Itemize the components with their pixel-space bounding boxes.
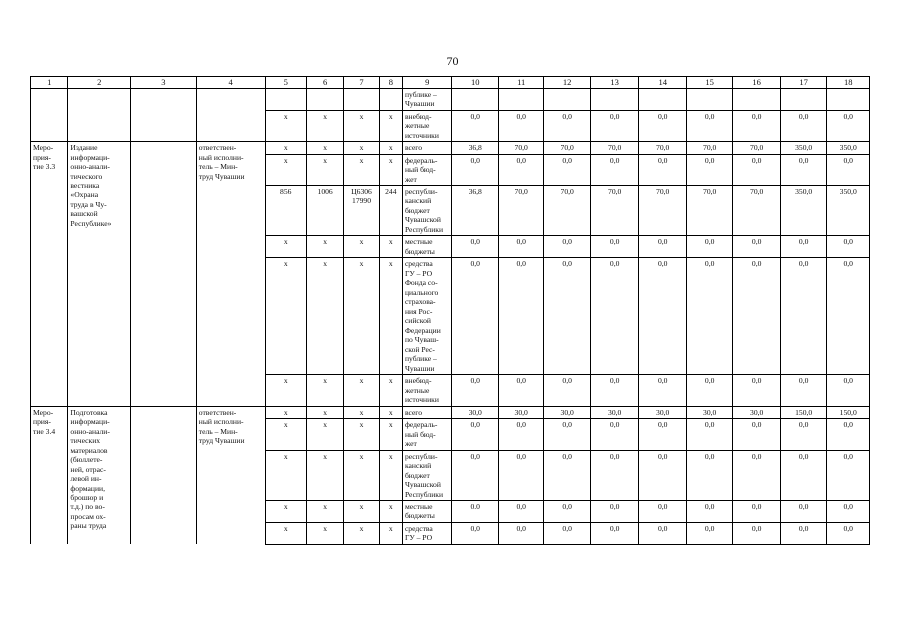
code-c8: x bbox=[379, 110, 402, 141]
column-number: 17 bbox=[780, 77, 826, 89]
column-number: 12 bbox=[544, 77, 590, 89]
source-cell: публике – Чувашии bbox=[402, 88, 452, 110]
value-cell bbox=[827, 88, 870, 110]
code-c5: 856 bbox=[265, 185, 306, 235]
code-c5: x bbox=[265, 501, 306, 523]
code-c7: x bbox=[344, 236, 379, 258]
code-c6: x bbox=[306, 258, 343, 375]
code-c8: x bbox=[379, 154, 402, 185]
value-cell: 70,0 bbox=[733, 142, 781, 154]
column-number: 7 bbox=[344, 77, 379, 89]
value-cell bbox=[452, 88, 498, 110]
value-cell: 30,0 bbox=[686, 406, 732, 418]
value-cell: 0,0 bbox=[733, 501, 781, 523]
value-cell: 70,0 bbox=[498, 185, 543, 235]
measure-name: Издание информаци- онно-анали- тического вестника «Охрана труда в Чу- вашской Республике» bbox=[68, 142, 131, 407]
value-cell: 70,0 bbox=[590, 142, 639, 154]
value-cell: 0,0 bbox=[590, 154, 639, 185]
code-c6: x bbox=[306, 522, 343, 544]
value-cell: 0,0 bbox=[590, 419, 639, 450]
value-cell: 0,0 bbox=[780, 375, 826, 406]
value-cell: 0,0 bbox=[686, 154, 732, 185]
value-cell bbox=[544, 88, 590, 110]
value-cell: 70,0 bbox=[733, 185, 781, 235]
value-cell: 0,0 bbox=[544, 522, 590, 544]
executor-cell: ответствен- ный исполни- тель – Мин- труд Чувашии bbox=[196, 142, 265, 407]
value-cell: 0,0 bbox=[452, 375, 498, 406]
column-number: 13 bbox=[590, 77, 639, 89]
code-c6: x bbox=[306, 450, 343, 500]
value-cell: 0.0 bbox=[452, 501, 498, 523]
code-c8 bbox=[379, 88, 402, 110]
value-cell: 70,0 bbox=[639, 185, 687, 235]
value-cell: 0,0 bbox=[733, 419, 781, 450]
value-cell: 30,0 bbox=[733, 406, 781, 418]
value-cell: 0,0 bbox=[686, 110, 732, 141]
value-cell: 0,0 bbox=[544, 236, 590, 258]
value-cell bbox=[733, 88, 781, 110]
column-number: 10 bbox=[452, 77, 498, 89]
code-c7: x bbox=[344, 110, 379, 141]
value-cell bbox=[686, 88, 732, 110]
value-cell: 0,0 bbox=[780, 236, 826, 258]
value-cell: 0,0 bbox=[639, 522, 687, 544]
measure-name: Подготовка информаци- онно-анали- тических материалов (бюллете- ней, отрас- левой ин- формации, брошюр и т.д.) по во- просам ох- раны труда bbox=[68, 406, 131, 544]
value-cell: 0,0 bbox=[639, 419, 687, 450]
source-cell: всего bbox=[402, 406, 452, 418]
code-c5: x bbox=[265, 419, 306, 450]
value-cell: 0,0 bbox=[544, 419, 590, 450]
code-c7: x bbox=[344, 154, 379, 185]
value-cell: 150,0 bbox=[827, 406, 870, 418]
value-cell: 0,0 bbox=[590, 375, 639, 406]
value-cell: 0,0 bbox=[686, 258, 732, 375]
code-c5: x bbox=[265, 375, 306, 406]
value-cell: 350,0 bbox=[780, 142, 826, 154]
value-cell: 36,8 bbox=[452, 185, 498, 235]
value-cell: 150,0 bbox=[780, 406, 826, 418]
code-c6: x bbox=[306, 236, 343, 258]
value-cell: 0,0 bbox=[498, 375, 543, 406]
column-3-cell bbox=[131, 88, 197, 141]
code-c8: x bbox=[379, 419, 402, 450]
value-cell: 0,0 bbox=[452, 258, 498, 375]
value-cell: 0,0 bbox=[544, 110, 590, 141]
value-cell: 0,0 bbox=[590, 258, 639, 375]
column-number: 11 bbox=[498, 77, 543, 89]
value-cell: 0,0 bbox=[733, 450, 781, 500]
value-cell: 0,0 bbox=[827, 258, 870, 375]
code-c7 bbox=[344, 88, 379, 110]
source-cell: республи- канский бюджет Чувашской Республики bbox=[402, 185, 452, 235]
value-cell: 0,0 bbox=[452, 236, 498, 258]
source-cell: местные бюджеты bbox=[402, 501, 452, 523]
value-cell: 0,0 bbox=[686, 522, 732, 544]
code-c8: x bbox=[379, 258, 402, 375]
value-cell: 0,0 bbox=[498, 110, 543, 141]
value-cell: 0,0 bbox=[452, 154, 498, 185]
source-cell: средства ГУ – РО Фонда со- циального страхова- ния Рос- сийской Федерации по Чуваш- ской Рес- публике – Чувашии bbox=[402, 258, 452, 375]
code-c5: x bbox=[265, 522, 306, 544]
value-cell: 0,0 bbox=[780, 419, 826, 450]
column-number: 18 bbox=[827, 77, 870, 89]
measure-label: Меро- прия- тие 3.4 bbox=[31, 406, 68, 544]
value-cell: 0,0 bbox=[686, 450, 732, 500]
value-cell: 0,0 bbox=[498, 501, 543, 523]
code-c6: x bbox=[306, 501, 343, 523]
value-cell: 0,0 bbox=[780, 501, 826, 523]
code-c5: x bbox=[265, 154, 306, 185]
value-cell: 0,0 bbox=[498, 419, 543, 450]
value-cell: 0,0 bbox=[780, 450, 826, 500]
value-cell: 0,0 bbox=[686, 236, 732, 258]
code-c7: Ц6306 17990 bbox=[344, 185, 379, 235]
value-cell: 36,8 bbox=[452, 142, 498, 154]
value-cell: 0,0 bbox=[544, 258, 590, 375]
source-cell: местные бюджеты bbox=[402, 236, 452, 258]
code-c5: x bbox=[265, 110, 306, 141]
column-number: 5 bbox=[265, 77, 306, 89]
value-cell: 0,0 bbox=[498, 236, 543, 258]
source-cell: внебюд- жетные источники bbox=[402, 375, 452, 406]
value-cell bbox=[780, 88, 826, 110]
value-cell: 30,0 bbox=[452, 406, 498, 418]
value-cell: 0,0 bbox=[498, 154, 543, 185]
value-cell bbox=[498, 88, 543, 110]
measure-name bbox=[68, 88, 131, 141]
code-c6: x bbox=[306, 419, 343, 450]
value-cell: 30,0 bbox=[639, 406, 687, 418]
code-c8: x bbox=[379, 522, 402, 544]
code-c6: 1006 bbox=[306, 185, 343, 235]
code-c5: x bbox=[265, 236, 306, 258]
code-c6 bbox=[306, 88, 343, 110]
source-cell: республи- канский бюджет Чувашской Республики bbox=[402, 450, 452, 500]
value-cell: 30,0 bbox=[544, 406, 590, 418]
executor-cell: ответствен- ный исполни- тель – Мин- труд Чувашии bbox=[196, 406, 265, 544]
column-number: 15 bbox=[686, 77, 732, 89]
source-cell: всего bbox=[402, 142, 452, 154]
code-c7: x bbox=[344, 419, 379, 450]
value-cell: 0,0 bbox=[544, 501, 590, 523]
value-cell: 0,0 bbox=[780, 258, 826, 375]
value-cell bbox=[639, 88, 687, 110]
value-cell: 70,0 bbox=[544, 142, 590, 154]
value-cell: 0,0 bbox=[544, 450, 590, 500]
code-c6: x bbox=[306, 154, 343, 185]
value-cell: 0,0 bbox=[639, 375, 687, 406]
value-cell: 0,0 bbox=[780, 522, 826, 544]
value-cell: 0,0 bbox=[733, 110, 781, 141]
value-cell: 350,0 bbox=[827, 142, 870, 154]
value-cell: 0,0 bbox=[827, 110, 870, 141]
value-cell: 30,0 bbox=[498, 406, 543, 418]
value-cell: 350,0 bbox=[780, 185, 826, 235]
value-cell: 30,0 bbox=[590, 406, 639, 418]
value-cell: 0,0 bbox=[498, 522, 543, 544]
executor-cell bbox=[196, 88, 265, 141]
column-number: 14 bbox=[639, 77, 687, 89]
code-c7: x bbox=[344, 450, 379, 500]
value-cell: 0,0 bbox=[639, 236, 687, 258]
code-c8: x bbox=[379, 236, 402, 258]
value-cell: 0,0 bbox=[639, 154, 687, 185]
value-cell: 0,0 bbox=[780, 154, 826, 185]
table-row bbox=[31, 142, 870, 154]
value-cell: 70,0 bbox=[498, 142, 543, 154]
value-cell: 0,0 bbox=[498, 258, 543, 375]
column-number: 16 bbox=[733, 77, 781, 89]
code-c8: x bbox=[379, 142, 402, 154]
value-cell: 0,0 bbox=[827, 236, 870, 258]
code-c5: x bbox=[265, 406, 306, 418]
value-cell: 0,0 bbox=[639, 501, 687, 523]
value-cell: 0,0 bbox=[544, 375, 590, 406]
value-cell: 0,0 bbox=[590, 236, 639, 258]
budget-table bbox=[30, 76, 870, 545]
code-c8: x bbox=[379, 406, 402, 418]
value-cell: 0,0 bbox=[827, 154, 870, 185]
code-c8: 244 bbox=[379, 185, 402, 235]
column-number: 9 bbox=[402, 77, 452, 89]
code-c6: x bbox=[306, 142, 343, 154]
value-cell: 70,0 bbox=[544, 185, 590, 235]
value-cell: 0,0 bbox=[827, 501, 870, 523]
code-c5 bbox=[265, 88, 306, 110]
value-cell: 0,0 bbox=[498, 450, 543, 500]
code-c6: x bbox=[306, 375, 343, 406]
code-c5: x bbox=[265, 258, 306, 375]
value-cell: 70,0 bbox=[639, 142, 687, 154]
code-c7: x bbox=[344, 522, 379, 544]
column-numbers-row bbox=[31, 77, 870, 89]
code-c7: x bbox=[344, 258, 379, 375]
code-c7: x bbox=[344, 501, 379, 523]
value-cell: 0,0 bbox=[827, 375, 870, 406]
column-number: 2 bbox=[68, 77, 131, 89]
column-number: 1 bbox=[31, 77, 68, 89]
code-c7: x bbox=[344, 375, 379, 406]
column-3-cell bbox=[131, 142, 197, 407]
value-cell: 0,0 bbox=[544, 154, 590, 185]
value-cell: 0,0 bbox=[733, 258, 781, 375]
value-cell: 70,0 bbox=[686, 142, 732, 154]
source-cell: федераль- ный бюд- жет bbox=[402, 419, 452, 450]
value-cell: 0,0 bbox=[686, 419, 732, 450]
column-number: 4 bbox=[196, 77, 265, 89]
value-cell: 0,0 bbox=[827, 450, 870, 500]
value-cell: 0,0 bbox=[452, 110, 498, 141]
code-c7: x bbox=[344, 406, 379, 418]
value-cell: 0,0 bbox=[686, 375, 732, 406]
code-c8: x bbox=[379, 501, 402, 523]
value-cell: 0,0 bbox=[780, 110, 826, 141]
value-cell: 0,0 bbox=[452, 450, 498, 500]
value-cell: 0,0 bbox=[733, 236, 781, 258]
value-cell: 70,0 bbox=[590, 185, 639, 235]
value-cell: 350,0 bbox=[827, 185, 870, 235]
value-cell: 0,0 bbox=[590, 450, 639, 500]
source-cell: внебюд- жетные источники bbox=[402, 110, 452, 141]
value-cell: 0,0 bbox=[639, 450, 687, 500]
value-cell: 0,0 bbox=[733, 375, 781, 406]
code-c7: x bbox=[344, 142, 379, 154]
value-cell: 0,0 bbox=[590, 501, 639, 523]
code-c6: x bbox=[306, 406, 343, 418]
code-c5: x bbox=[265, 450, 306, 500]
column-3-cell bbox=[131, 406, 197, 544]
measure-label bbox=[31, 88, 68, 141]
code-c8: x bbox=[379, 450, 402, 500]
value-cell: 0,0 bbox=[686, 501, 732, 523]
page-number: 70 bbox=[446, 54, 459, 68]
column-number: 6 bbox=[306, 77, 343, 89]
value-cell: 0,0 bbox=[639, 110, 687, 141]
value-cell: 0,0 bbox=[733, 522, 781, 544]
measure-label: Меро- прия- тие 3.3 bbox=[31, 142, 68, 407]
value-cell: 0,0 bbox=[590, 522, 639, 544]
value-cell: 0,0 bbox=[452, 522, 498, 544]
source-cell: средства ГУ – РО bbox=[402, 522, 452, 544]
code-c8: x bbox=[379, 375, 402, 406]
source-cell: федераль- ный бюд- жет bbox=[402, 154, 452, 185]
code-c6: x bbox=[306, 110, 343, 141]
value-cell: 0,0 bbox=[827, 522, 870, 544]
value-cell: 0,0 bbox=[639, 258, 687, 375]
value-cell: 0,0 bbox=[590, 110, 639, 141]
value-cell bbox=[590, 88, 639, 110]
column-number: 8 bbox=[379, 77, 402, 89]
value-cell: 0,0 bbox=[733, 154, 781, 185]
table-row bbox=[31, 88, 870, 110]
value-cell: 0,0 bbox=[827, 419, 870, 450]
code-c5: x bbox=[265, 142, 306, 154]
value-cell: 0,0 bbox=[452, 419, 498, 450]
value-cell: 70,0 bbox=[686, 185, 732, 235]
column-number: 3 bbox=[131, 77, 197, 89]
table-row bbox=[31, 406, 870, 418]
